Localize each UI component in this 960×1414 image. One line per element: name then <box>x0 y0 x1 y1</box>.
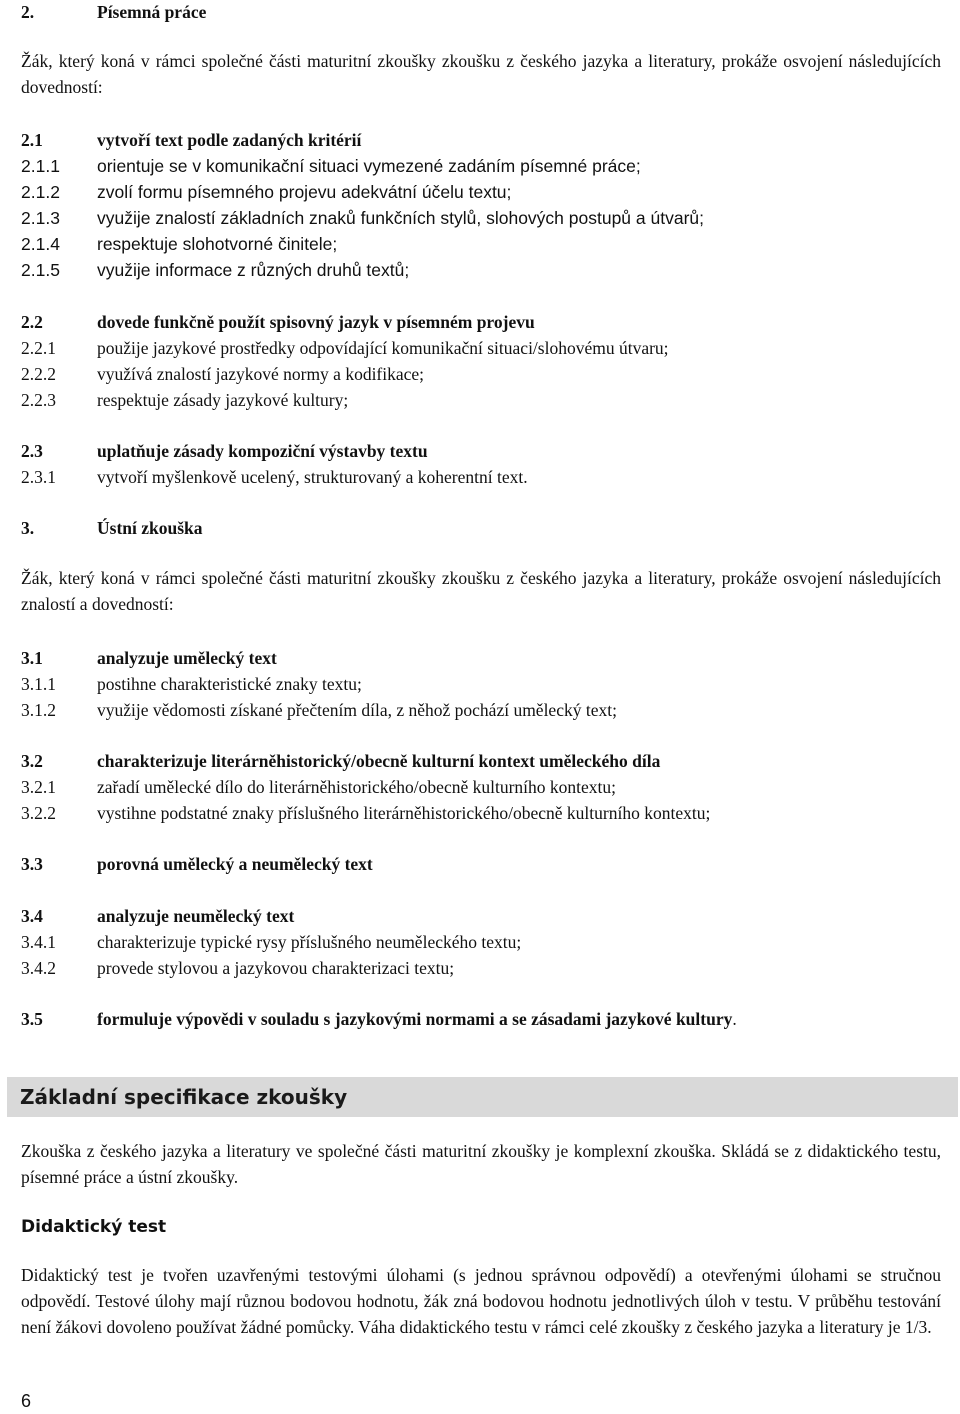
subitem-row <box>21 335 941 361</box>
spec-banner-title: Základní specifikace zkoušky <box>20 1085 348 1109</box>
item-text: dovede funkčně použít spisovný jazyk v písemném projevu <box>97 312 535 332</box>
item-text: charakterizuje literárněhistorický/obecně kulturní kontext uměleckého díla <box>97 751 661 771</box>
subitem-row <box>21 387 941 413</box>
subitem-row <box>21 361 941 387</box>
item-number: 3.3 <box>21 854 43 874</box>
item-text: provede stylovou a jazykovou charakterizaci textu; <box>97 958 455 978</box>
subitem-row <box>21 774 941 800</box>
subitem-row <box>21 800 941 826</box>
section-2-heading <box>21 0 941 25</box>
item-text: vytvoří myšlenkově ucelený, strukturovaný a koherentní text. <box>97 467 528 487</box>
item-text: porovná umělecký a neumělecký text <box>97 854 373 874</box>
objective-row <box>21 309 941 335</box>
objective-row <box>21 1006 941 1032</box>
item-text: respektuje slohotvorné činitele; <box>97 234 338 254</box>
section-number: 3. <box>21 518 35 538</box>
didactic-test-body: Didaktický test je tvořen uzavřenými testovými úlohami (s jednou správnou odpovědí) a otevřenými úlohami se stručnou odpovědí. Testové úlohy mají různou bodovou hodnotu, žák zná bodovou hodnotu jednotlivých úloh v testu. V průběhu testování není žákovi dovoleno používat žádné pomůcky. Váha didaktického testu v rámci celé zkoušky z českého jazyka a literatury je 1/3. <box>21 1265 941 1337</box>
item-number: 3.4.2 <box>21 958 56 978</box>
item-number: 2.1 <box>21 130 43 150</box>
subitem-row <box>21 153 941 179</box>
item-text: postihne charakteristické znaky textu; <box>97 674 362 694</box>
item-number: 2.1.5 <box>21 260 60 280</box>
item-text: využije informace z různých druhů textů; <box>97 260 410 280</box>
section-3-heading <box>21 515 941 541</box>
item-text: vytvoří text podle zadaných kritérií <box>97 130 362 150</box>
section-3-intro: Žák, který koná v rámci společné části maturitní zkoušky zkoušku z českého jazyka a literatury, prokáže osvojení následujících znalostí a dovedností: <box>21 568 941 614</box>
item-text: orientuje se v komunikační situaci vymezené zadáním písemné práce; <box>97 156 641 176</box>
item-number: 2.1.3 <box>21 208 60 228</box>
item-text: použije jazykové prostředky odpovídající komunikační situaci/slohovému útvaru; <box>97 338 669 358</box>
item-number: 2.1.4 <box>21 234 60 254</box>
spec-intro: Zkouška z českého jazyka a literatury ve společné části maturitní zkoušky je komplexní zkouška. Skládá se z didaktického testu, písemné práce a ústní zkoušky. <box>21 1141 941 1187</box>
section-title: Ústní zkouška <box>97 518 203 538</box>
subitem-row <box>21 205 941 231</box>
item-number: 3.2.1 <box>21 777 56 797</box>
item-number: 3.1 <box>21 648 43 668</box>
item-text: respektuje zásady jazykové kultury; <box>97 390 349 410</box>
item-number: 2.2.3 <box>21 390 56 410</box>
subitem-row <box>21 257 941 283</box>
item-number: 3.1.1 <box>21 674 56 694</box>
objective-row <box>21 645 941 671</box>
objective-row <box>21 127 941 153</box>
objective-row <box>21 903 941 929</box>
item-text: analyzuje neumělecký text <box>97 906 295 926</box>
item-number: 3.5 <box>21 1009 43 1029</box>
subitem-row <box>21 671 941 697</box>
item-text: zařadí umělecké dílo do literárněhistorického/obecně kulturního kontextu; <box>97 777 616 797</box>
section-number: 2. <box>21 2 35 22</box>
subitem-row <box>21 697 941 723</box>
objective-row <box>21 438 941 464</box>
item-text-wrap <box>97 1006 737 1032</box>
item-suffix: . <box>732 1009 737 1029</box>
item-number: 2.3 <box>21 441 43 461</box>
spec-banner <box>7 1077 958 1117</box>
item-text: využije znalostí základních znaků funkčních stylů, slohových postupů a útvarů; <box>97 208 704 228</box>
objective-row <box>21 851 941 877</box>
subitem-row <box>21 179 941 205</box>
section-2-intro: Žák, který koná v rámci společné části maturitní zkoušky zkoušku z českého jazyka a literatury, prokáže osvojení následujících dovedností: <box>21 51 941 97</box>
item-number: 3.4 <box>21 906 43 926</box>
subitem-row <box>21 464 941 490</box>
item-number: 2.2 <box>21 312 43 332</box>
item-number: 3.2 <box>21 751 43 771</box>
item-text: formuluje výpovědi v souladu s jazykovými normami a se zásadami jazykové kultury <box>97 1009 733 1029</box>
subitem-row <box>21 231 941 257</box>
page-number: 6 <box>21 1391 32 1411</box>
item-number: 2.3.1 <box>21 467 56 487</box>
item-text: využívá znalostí jazykové normy a kodifikace; <box>97 364 425 384</box>
item-number: 3.4.1 <box>21 932 56 952</box>
item-text: vystihne podstatné znaky příslušného literárněhistorického/obecně kulturního kontextu; <box>97 803 711 823</box>
item-number: 2.1.1 <box>21 156 60 176</box>
item-text: analyzuje umělecký text <box>97 648 277 668</box>
subitem-row <box>21 955 941 981</box>
item-number: 3.2.2 <box>21 803 56 823</box>
item-text: využije vědomosti získané přečtením díla, z něhož pochází umělecký text; <box>97 700 617 720</box>
item-number: 2.2.1 <box>21 338 56 358</box>
item-number: 2.2.2 <box>21 364 56 384</box>
item-text: uplatňuje zásady kompoziční výstavby textu <box>97 441 428 461</box>
section-title: Písemná práce <box>97 2 207 22</box>
objective-row <box>21 748 941 774</box>
item-number: 3.1.2 <box>21 700 56 720</box>
didactic-test-heading: Didaktický test <box>21 1217 167 1237</box>
subitem-row <box>21 929 941 955</box>
item-text: charakterizuje typické rysy příslušného neuměleckého textu; <box>97 932 522 952</box>
item-text: zvolí formu písemného projevu adekvátní účelu textu; <box>97 182 512 202</box>
item-number: 2.1.2 <box>21 182 60 202</box>
